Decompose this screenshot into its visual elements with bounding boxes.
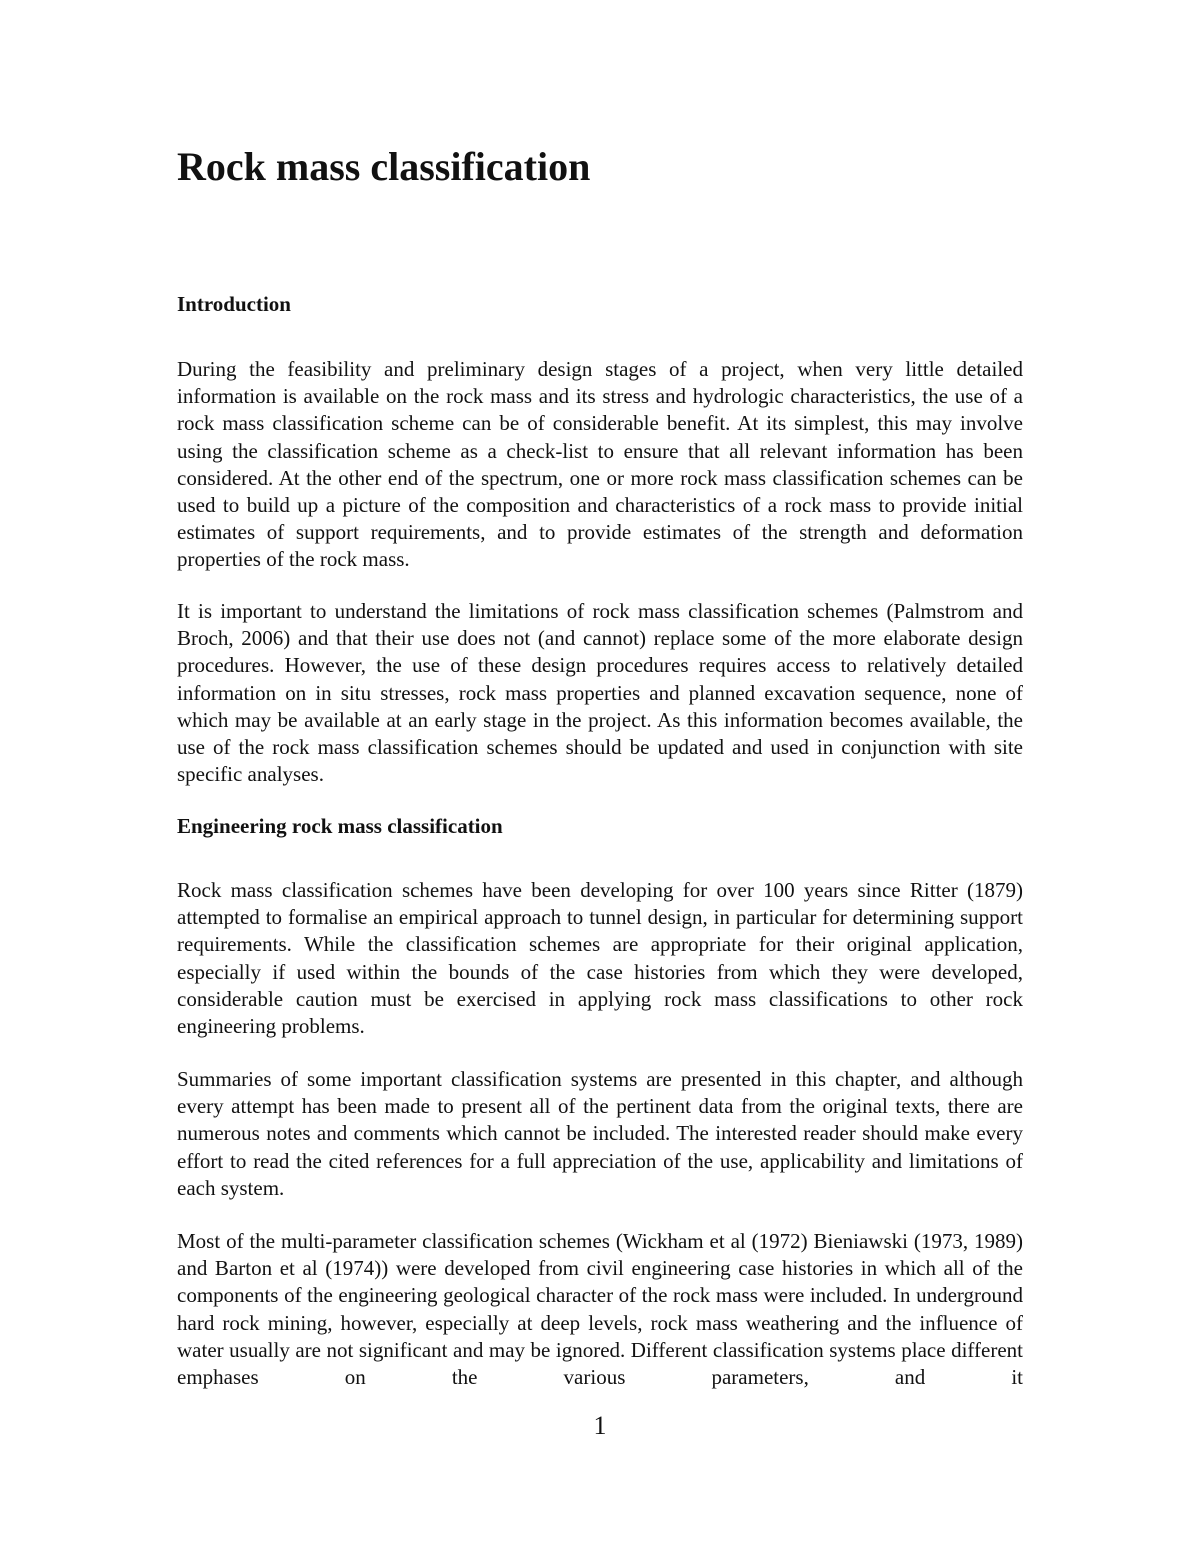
paragraph-intro-1: During the feasibility and preliminary design stages of a project, when very little detailed information is available on the rock mass and its stress and hydrologic characteristics, the use of a rock mass classification scheme can be of considerable benefit. At its simplest, this may involve using the classification scheme as a check-list to ensure that all relevant information has been considered. At the other end of the spectrum, one or more rock mass classification schemes can be used to build up a picture of the composition and characteristics of a rock mass to provide initial estimates of support requirements, and to provide estimates of the strength and deformation properties of the rock mass. (177, 357, 1023, 572)
paragraph-engineering-3: Most of the multi-parameter classification schemes (Wickham et al (1972) Bieniawski (1973, 1989) and Barton et al (1974)) were developed from civil engineering case histories in which all of the components of the engineering geological character of the rock mass were included. In underground hard rock mining, however, especially at deep levels, rock mass weathering and the influence of water usually are not significant and may be ignored. Different classification systems place different emphases on the various parameters, and it (177, 1229, 1023, 1390)
section-heading-engineering-classification: Engineering rock mass classification (177, 814, 503, 838)
paragraph-engineering-2: Summaries of some important classification systems are presented in this chapter, and although every attempt has been made to present all of the pertinent data from the original texts, there are numerous notes and comments which cannot be included. The interested reader should make every effort to read the cited references for a full appreciation of the use, applicability and limitations of each system. (177, 1067, 1023, 1200)
page-number: 1 (593, 1411, 607, 1440)
section-heading-introduction: Introduction (177, 292, 291, 316)
document-title: Rock mass classification (177, 144, 591, 189)
paragraph-engineering-1: Rock mass classification schemes have been developing for over 100 years since Ritter (1879) attempted to formalise an empirical approach to tunnel design, in particular for determining support requirements. While the classification schemes are appropriate for their original application, especially if used within the bounds of the case histories from which they were developed, considerable caution must be exercised in applying rock mass classifications to other rock engineering problems. (177, 878, 1023, 1039)
paragraph-intro-2: It is important to understand the limitations of rock mass classification schemes (Palmstrom and Broch, 2006) and that their use does not (and cannot) replace some of the more elaborate design procedures. However, the use of these design procedures requires access to relatively detailed information on in situ stresses, rock mass properties and planned excavation sequence, none of which may be available at an early stage in the project. As this information becomes available, the use of the rock mass classification schemes should be updated and used in conjunction with site specific analyses. (177, 599, 1023, 787)
